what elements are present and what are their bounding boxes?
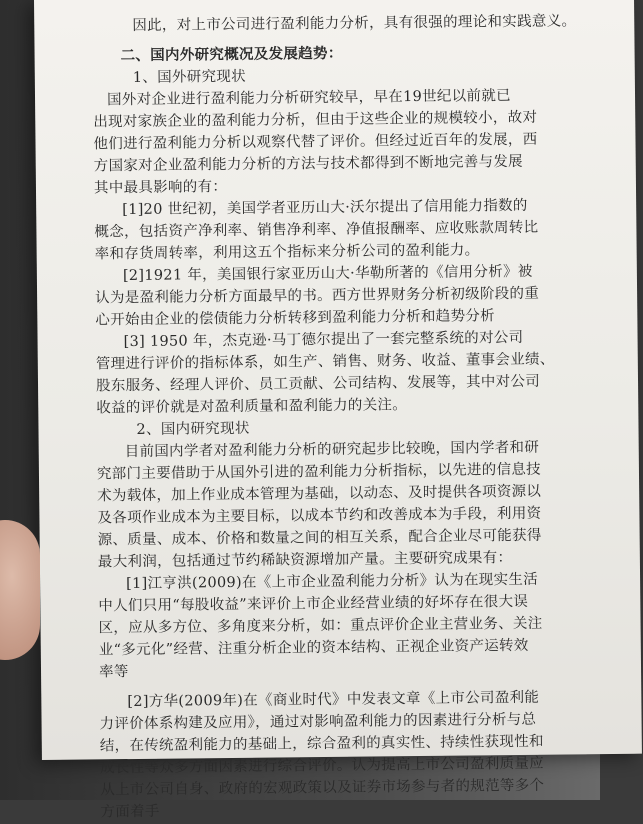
text-line: 成长性等众多方面因素进行综合评价。认为提高上市公司盈利质量应 [99,755,545,777]
text-line: 力评价体系构建及应用》，通过对影响盈利能力的因素进行分析与总 [99,711,537,733]
text-line: 中人们只用“每股收益”来评价上市企业经营业绩的好坏存在很大误 [98,593,529,615]
domestic-paragraph [97,436,568,573]
text-line: 从上市公司自身、政府的宏观政策以及证券市场参与者的规范等多个 [100,777,545,799]
text-line: 方面着手 [100,803,160,821]
text-line: [3] 1950 年，杰克逊·马丁德尔提出了一套完整系统的对公司 [123,329,524,351]
text-line: 他们进行盈利能力分析以观察代替了评价。但经过近百年的发展，西 [93,131,538,153]
domestic-item-1 [98,568,569,683]
text-line: 出现对家族企业的盈利能力分析，但由于这些企业的规模较小，故对 [93,109,538,131]
text-line: 及各项作业成本为主要目标，以成本节约和改善成本为手段，利用资 [97,505,542,527]
text-line: 结，在传统盈利能力的基础上，综合盈利的真实性、持续性获现性和 [99,733,544,755]
domestic-item-2 [99,686,570,823]
intro-line: 因此，对上市公司进行盈利能力分析，具有很强的理论和实践意义。 [132,13,577,34]
text-line: 目前国内学者对盈利能力分析的研究起步比较晚，国内学者和研 [124,439,540,461]
text-line: 其中最具影响的有： [93,178,228,197]
text-line: 源、质量、成本、价格和数量之间的相互关系，配合企业尽可能获得 [97,527,542,549]
text-line: 心开始由企业的偿债能力分析转移到盈利能力分析和趋势分析 [95,308,496,329]
foreign-heading: 1、国外研究现状 [132,68,247,86]
domestic-heading: 2、国内研究现状 [136,420,250,438]
text-line: 认为是盈利能力分析方面最早的书。西方世界财务分析初级阶段的重 [95,285,540,307]
paper-sheet [34,0,642,821]
foreign-paragraph [93,84,564,199]
foreign-item-2 [95,260,566,331]
text-line: [2]1921 年，美国银行家亚历山大·华勒所著的《信用分析》被 [122,263,533,285]
text-line: 国外对企业进行盈利能力分析研究较早，早在19世纪以前就已 [106,88,511,109]
finger-holding-paper [0,520,40,660]
foreign-item-1 [94,194,565,265]
text-line: 收益的评价就是对盈利质量和盈利能力的关注。 [96,397,408,417]
text-line: 究部门主要借助于从国外引进的盈利能力分析指标，以先进的信息技 [96,461,542,483]
text-line: 业“多元化”经营、注重分析企业的资本结构、正视企业资产运转效 [98,637,529,659]
text-line: 术为载体，加上作业成本管理为基础，以动态、及时提供各项资源以 [97,483,542,505]
section-title: 二、国内外研究概况及发展趋势： [120,44,343,65]
text-line: 率和存货周转率，利用这五个指标来分析公司的盈利能力。 [94,242,480,263]
text-line: 股东服务、经理人评价、员工贡献、公司结构、发展等，其中对公司 [95,373,541,395]
text-line: 率等 [98,664,129,681]
text-line: 管理进行评价的指标体系，如生产、销售、财务、收益、董事会业绩、 [95,351,555,373]
text-line: 概念，包括资产净利率、销售净利率、净值报酬率、应收账款周转比 [94,219,539,241]
text-line: [2]方华(2009年)在《商业时代》中发表文章《上市公司盈利能 [127,689,540,711]
text-line: 最大利润，包括通过节约稀缺资源增加产量。主要研究成果有： [97,550,513,571]
document-body [92,10,577,823]
text-line: [1]江亨洪(2009)在《上市企业盈利能力分析》认为在现实生活 [126,571,539,593]
text-line: 区，应从多方位、多角度来分析，如：重点评价企业主营业务、关注 [98,615,543,637]
text-line: [1]20 世纪初，美国学者亚历山大·沃尔提出了信用能力指数的 [122,197,528,219]
foreign-item-3 [95,326,566,419]
text-line: 方国家对企业盈利能力分析的方法与技术都得到不断地完善与发展 [93,153,524,175]
